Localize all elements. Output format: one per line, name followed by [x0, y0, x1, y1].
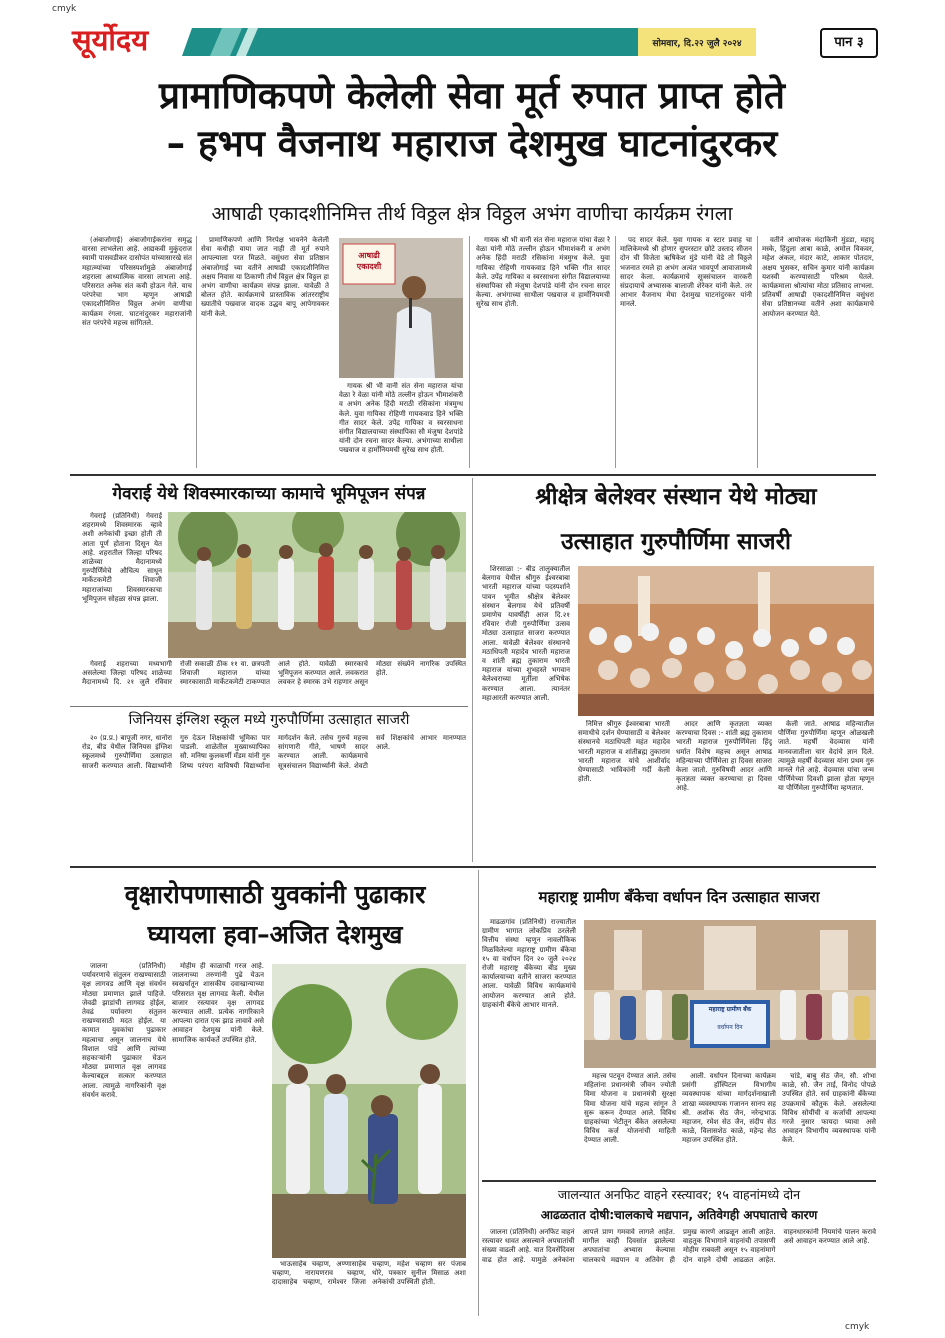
bank-banner-title: महाराष्ट्र ग्रामीण बँक [708, 1006, 752, 1013]
georai-text-a: गेवराई (प्रतिनिधी) गेवराई शहरामध्ये शिवस्मारक व्हावे अशी अनेकांची इच्छा होती ती आता पूर्ण होताना दिसून येत आहे. शहरातील जिल्हा परिषद शाळेच्या मैदानामध्ये गुरुपौर्णिमेचे औचित्य साधून मार्केटकमेटी शिवाजी महाराजांच्या शिवस्मारकाचा भूमिपूजन सोहळा संपन्न झाला. [82, 512, 162, 603]
lead-column-1: (अंबाजोगाई) अंबाजोगाईकरांना समृद्ध वारसा लाभलेला आहे. आद्यकवी मुकुंदराज स्वामी पासवडीकर दासोपंत यांच्यासारखे संत महात्म्यांच्या परिसस्पर्शामुळे अंबाजोगाई शहराला आध्यात्मिक वारसा लाभला आहे. परिसरात अनेक संत कवी होऊन गेले. याच परंपरेचा भाग म्हणून आषाढी एकादशीनिमित्त विठ्ठल अभंग वाणीचा कार्यक्रम रंगला. घाटनांदुरकर महाराजांनी संत परंपरेचे महत्त्व सांगितले. [82, 236, 192, 327]
georai-photo [168, 512, 466, 658]
tree-text-a: जालना (प्रतिनिधी) पर्यावरणाचे संतुलन राखण्यासाठी वृक्ष लागवड आणि वृक्ष संवर्धन मोठ्या प्रमाणात झाले पाहिजे. जेवढी झाडांची लागवड होईल, तेवढं पर्यावरण संतुलन राखण्यासाठी मदत होईल. या कामात युवकांचा पुढाकार महत्वाचा असून जालनाच येथे विशाल पांडे आणि त्यांच्या सहकाऱ्यांनी पुढाकार घेऊन मोठ्या प्रमाणात वृक्ष लागवड केल्याबद्दल सत्कार करण्यात आला. त्यामुळे नागरिकांनी वृक्ष संवर्धन करावे. [82, 962, 166, 1099]
bank-text-c: आली. वर्धापन दिनाच्या कार्यक्रम प्रसंगी हॉस्पिटल विभागीय व्यवस्थापक यांच्या मार्गदर्शनाखाली शाखा व्यवस्थापक गजानन सानप सह श्री. अशोक सेठ जैन, नरेन्द्रभाऊ महाजन, रमेश सेठ जैन, संदीप सेठ काळे, विलासशेठ काळे, महेन्द्र सेठ महाजन उपस्थित होते. [682, 1072, 776, 1145]
masthead-title: सूर्योदय [72, 23, 149, 57]
masthead [72, 20, 876, 62]
lead-headline-line1: प्रामाणिकपणे केलेली सेवा मूर्त रुपात प्राप्त होते [159, 74, 785, 117]
georai-headline: गेवराई येथे शिवस्मारकाच्या कामाचे भूमिपूजन संपन्न [112, 484, 426, 504]
genius-text: २० (प्र.प्र.) बापूजी नगर, धानोरा रोड, बीड येथील जिनियस इंग्लिश स्कूलमध्ये गुरुपौर्णिमा उत्साहात साजरी करण्यात आली. विद्यार्थ्यांनी गुरु देऊन शिक्षकांची भूमिका पार पाडली. शाळेतील मुख्याध्यापिका सौ. मनिषा कुलकर्णी मॅडम यांनी गुरु शिष्य परंपरा याविषयी विद्यार्थ्यांना मार्गदर्शन केले. तसेच गुरुचे महत्त्व सांगणारी गीते, भाषणे सादर करण्यात आली. कार्यक्रमाचे सूत्रसंचालन विद्यार्थ्यांनी केले. शेवटी सर्व शिक्षकांचे आभार मानण्यात आले. [82, 734, 466, 770]
registration-mark-bottom: cmyk [845, 1322, 870, 1332]
genius-headline: जिनियस इंग्लिश स्कूल मध्ये गुरुपौर्णिमा उत्साहात साजरी [128, 712, 410, 728]
registration-mark-top: cmyk [52, 4, 77, 14]
bank-photo [584, 920, 876, 1068]
bank-text-b: महत्त्व पटवून देण्यात आले. तसेच महिलांना प्रधानमंत्री जीवन ज्योती विमा योजना व प्रधानमंत्री सुरक्षा विमा योजना यांचे महत्व सांगून ते सुरू करून देण्यात आले. विविध ग्राहकांच्या भेटीतून बँकेत असलेल्या विविध कर्ज योजनांची माहिती देण्यात आली. [584, 1072, 676, 1145]
lead-photo-banner: आषाढी एकादशी [356, 251, 382, 271]
baleshwar-headline-line2: उत्साहात गुरुपौर्णिमा साजरी [561, 529, 791, 555]
tree-photo [272, 964, 466, 1258]
lead-column-6: वतीने आयोजक मंदाकिनी मुंडडा, महादू मस्के, हिंदुला आबा काळे, अमोल विकवर, महेश अंकल, मंदार काटे, आकार पोतदार, अक्षय भुसकर, सचिन कुमार यांनी कार्यक्रम यशस्वी करण्यासाठी परिश्रम घेतले. कार्यक्रमाला श्रोत्यांचा मोठा प्रतिसाद लाभला. प्रतिवर्षी आषाढी एकादशीनिमित्त वसुंधरा सेवा प्रतिष्ठानच्या वतीने अशा कार्यक्रमाचे आयोजन करण्यात येते. [762, 236, 874, 318]
tree-text-b: मोहीम ही काळाची गरज आहे. जालनाच्या तरुणांनी पुढे येऊन स्वखर्चातून शासकीय दवाखान्याच्या परिसरात वृक्ष लागवड केली. येथील बाजार रस्त्यावर वृक्ष लागवड करण्यात आली. प्रत्येक नागरिकाने आपल्या दारात एक झाड लावावे असे आवाहन देशमुख यांनी केले. सामाजिक कार्यकर्ते उपस्थित होते. [172, 962, 264, 1044]
baleshwar-text-b: निमित्त श्रीगुरु ईश्वरबाबा भारती समाधीचे दर्शन घेण्यासाठी व बेलेश्वर संस्थानचे मठाधिपती महंत महादेव भारती महाराज व शांतीब्रह्म तुकाराम भारती महाराज यांचे आशीर्वाद घेण्यासाठी भाविकांनी गर्दी केली होती. [578, 720, 670, 784]
accident-headline-line2: आढळतात दोषी:चालकाचे मद्यपान, अतिवेगही अपघाताचे कारण [540, 1208, 818, 1222]
baleshwar-text-a: शिरसाळा :- बीड तालुक्यातील बेलगाव येथील श्रीगुरु ईश्वरबाबा भारती महाराज यांच्या पदस्पर्शाने पावन भूमीत श्रीक्षेत्र बेलेश्वर संस्थान बेलगाव येथे प्रतिवर्षी प्रमाणेच यावर्षीही आज दि.२१ रविवार रोजी गुरुपौर्णिमा उत्सव मोठ्या उत्साहात साजरा करण्यात आला. यावेळी बेलेश्वर संस्थानचे मठाधिपती महादेव भारती महाराज व शांती ब्रह्म तुकाराम भारती महाराज यांच्या शुभहस्ते भगवान बेलेश्वराच्या मूर्तीला अभिषेक करण्यात आला. त्यानंतर महाआरती करण्यात आली. [482, 565, 570, 702]
page-number: पान ३ [820, 28, 878, 58]
accident-headline-line1: जालन्यात अनफिट वाहने रस्त्यावर; १५ वाहनांमध्ये दोन [557, 1187, 801, 1202]
lead-photo-caption: गायक श्री भी वानी संत सेना महाराज यांचा वेळा रे वेळा यांनी मोठे तल्लीन होऊन भीमाशंकरी व अभंग अनेक हिंदी मराठी रसिकांना मंत्रमुग्ध केले. युवा गायिका रोहिणी गायकवाड हिने भक्ति गीत सादर केले. उपेंद्र गायिका व स्वरसाधना संगीत विद्यालयाच्या संस्थापिका सौ मंजुषा देशपांडे यांनी दोन रचना सादर केल्या. अभंगाच्या साथीला पखवाज व हार्मोनियमची सुरेख साथ होती. [339, 382, 463, 455]
baleshwar-text-c: आदर आणि कृतज्ञता व्यक्त करण्याचा दिवस :- शांती ब्रह्म तुकाराम भारती महाराज गुरुपौर्णिमेला हिंदू धर्मात विशेष महत्त्व असून आषाढ महिन्याच्या पौर्णिमेला हा दिवस साजरा केला जातो. गुरुविषयी आदर आणि कृतज्ञता व्यक्त करण्याचा हा दिवस आहे. [676, 720, 772, 793]
tree-headline-line2: घ्यायला हवा–अजित देशमुख [147, 920, 403, 949]
accident-text: जालना (प्रतिनिधी) अनफिट वाहनं रस्त्यावर धावत असल्याने अपघातांची संख्या वाढली आहे. यात दिवसेंदिवस वाढ होत आहे. यामुळे अनेकांना आपले प्राण गमवावे लागले आहेत. मागील काही दिवसांत झालेल्या अपघातांचा अभ्यास केल्यास चालकाचे मद्यपान व अतिवेग ही प्रमुख कारणे आढळून आली आहेत. वाहतूक विभागाने वाहनांची तपासणी मोहीम राबवली असून १५ वाहनांमागे दोन वाहने दोषी आढळत आहेत. वाहनधारकांनी नियमांचे पालन करावे असे आवाहन करण्यात आले आहे. [482, 1228, 876, 1264]
bank-banner-subtitle: वर्धापन दिन [717, 1024, 743, 1031]
lead-photo-speaker [339, 238, 463, 378]
masthead-date-box [638, 28, 756, 56]
baleshwar-photo [578, 566, 874, 716]
bank-headline: महाराष्ट्र ग्रामीण बँकेचा वर्धापन दिन उत्साहात साजरा [538, 888, 820, 906]
lead-headline-line2: – हभप वैजनाथ महाराज देशमुख घाटनांदुरकर [166, 122, 778, 165]
masthead-date: सोमवार, दि.२२ जुलै २०२४ [652, 38, 742, 49]
bank-text-d: चांडे, बाबु सेठ जैन, सौ. शोभा काळे, सौ. जैन ताई, विनोद पोपळे उपस्थित होते. सर्व ग्राहकांनी बँकेच्या उपक्रमाचे कौतुक केले. असलेल्या विविध सोयींची व कर्जाची आपल्या गरजे नुसार फायदा घ्यावा असे आवाहन विभागीय व्यवस्थापक यांनी केले. [782, 1072, 876, 1145]
tree-headline-line1: वृक्षारोपणासाठी युवकांनी पुढाकार [124, 880, 426, 909]
lead-column-2: प्रामाणिकपणे आणि निरपेक्ष भावनेने केलेली सेवा कधीही वाया जात नाही ती मूर्त रुपाने आपल्याला परत मिळते. वसुंधरा सेवा प्रतिष्ठान अंबाजोगाई च्या वतीने आषाढी एकादशीनिमित्त अक्षय निवास या ठिकाणी तीर्थ विठ्ठल क्षेत्र विठ्ठल हा अभंग वाणीचा कार्यक्रम संपन्न झाला. यावेळी ते बोलत होते. कार्यक्रमाचे प्रास्ताविक आंतरराष्ट्रीय ख्यातीचे पखवाज वादक उद्धव बापू आपेगावकर यांनी केले. [201, 236, 329, 318]
baleshwar-headline-line1: श्रीक्षेत्र बेलेश्वर संस्थान येथे मोठ्या [535, 484, 817, 510]
baleshwar-text-d: केली जाते. आषाढ महिन्यातील पौर्णिमा गुरुपौर्णिमा म्हणून ओळखली जाते. महर्षी वेदव्यास यांनी मानवजातीला चार वेदांचे ज्ञान दिले. त्यामुळे महर्षी वेदव्यास यांना प्रथम गुरु मानले गेले आहे. वेदव्यास यांचा जन्म पौर्णिमेच्या दिवशी झाला होता म्हणून या पौर्णिमेला गुरुपौर्णिमा म्हणतात. [778, 720, 874, 793]
lead-column-5: पद सादर केले. युवा गायक व स्टार प्रवाह चा मालिकेमध्ये श्री होणार सुपरस्टार छोटे उस्ताद सीजन दोन ची विजेता ऋषिकेश मुंडे यांनी वेडे तो विठ्ठले भजनात रमले हा अभंग अत्यंत भावपूर्ण आवाजामध्ये सादर केला. कार्यक्रमाचे सूत्रसंचालन वारकरी संप्रदायाचे अभ्यासक बालाजी शेरेकर यांनी केले. तर आभार वैजनाथ मेघा देशमुख घाटनांदुरकर यांनी मानले. [620, 236, 752, 309]
lead-subheadline: आषाढी एकादशीनिमित्त तीर्थ विठ्ठल क्षेत्र विठ्ठल अभंग वाणीचा कार्यक्रम रंगला [211, 203, 733, 225]
lead-column-4: गायक श्री भी वानी संत सेना महाराज यांचा वेळा रे वेळा यांनी मोठे तल्लीन होऊन भीमाशंकरी व अभंग अनेक हिंदी मराठी रसिकांना मंत्रमुग्ध केले. युवा गायिका रोहिणी गायकवाड हिने भक्ति गीत सादर केले. उपेंद्र गायिका व स्वरसाधना संगीत विद्यालयाच्या संस्थापिका सौ मंजुषा देशपांडे यांनी दोन रचना सादर केल्या. अभंगाच्या साथीला पखवाज व हार्मोनियमची सुरेख साथ होती. [476, 236, 610, 309]
georai-text-b: गेवराई शहराच्या मध्यभागी असलेल्या जिल्हा परिषद शाळेच्या मैदानामध्ये दि. २१ जुलै रविवार रोजी सकाळी ठीक ११ वा. छत्रपती शिवाजी महाराज यांच्या स्मारकासाठी मार्केटकमेटी टाकण्यात आले होते. यावेळी स्मारकाचे भूमिपूजन करण्यात आले. लवकरात लवकर हे स्मारक उभे राहणार असून मोठ्या संख्येने नागरिक उपस्थित होते. [82, 660, 466, 687]
bank-text-a: माढळगांव (प्रतिनिधी) राज्यातील ग्रामीण भागात लोकप्रिय ठरलेली वित्तीय संस्था म्हणून नावलौकिक मिळविलेल्या महाराष्ट्र ग्रामीण बँकेचा १५ वा वर्धापन दिन २० जुलै २०२४ रोजी महाराष्ट्र बँकेच्या बीड मुख्य कार्यालयाच्या वतीने साजरा करण्यात आला. यावेळी विविध कार्यक्रमांचे आयोजन करण्यात आले होते. ग्राहकांनी बँकेचे आभार मानले. [482, 918, 576, 1009]
tree-caption: भाऊसाहेब चव्हाण, अण्णासाहेब चव्हाण, नारायणराव चव्हाण, दादासाहेब चव्हाण, रामेश्वर जिजा चव्हाण, महेश चव्हाण सर पंजाब थोरे, पत्रकार सुनील मिसाळ अशा अनेकांची उपस्थिती होती. [272, 1260, 466, 1287]
